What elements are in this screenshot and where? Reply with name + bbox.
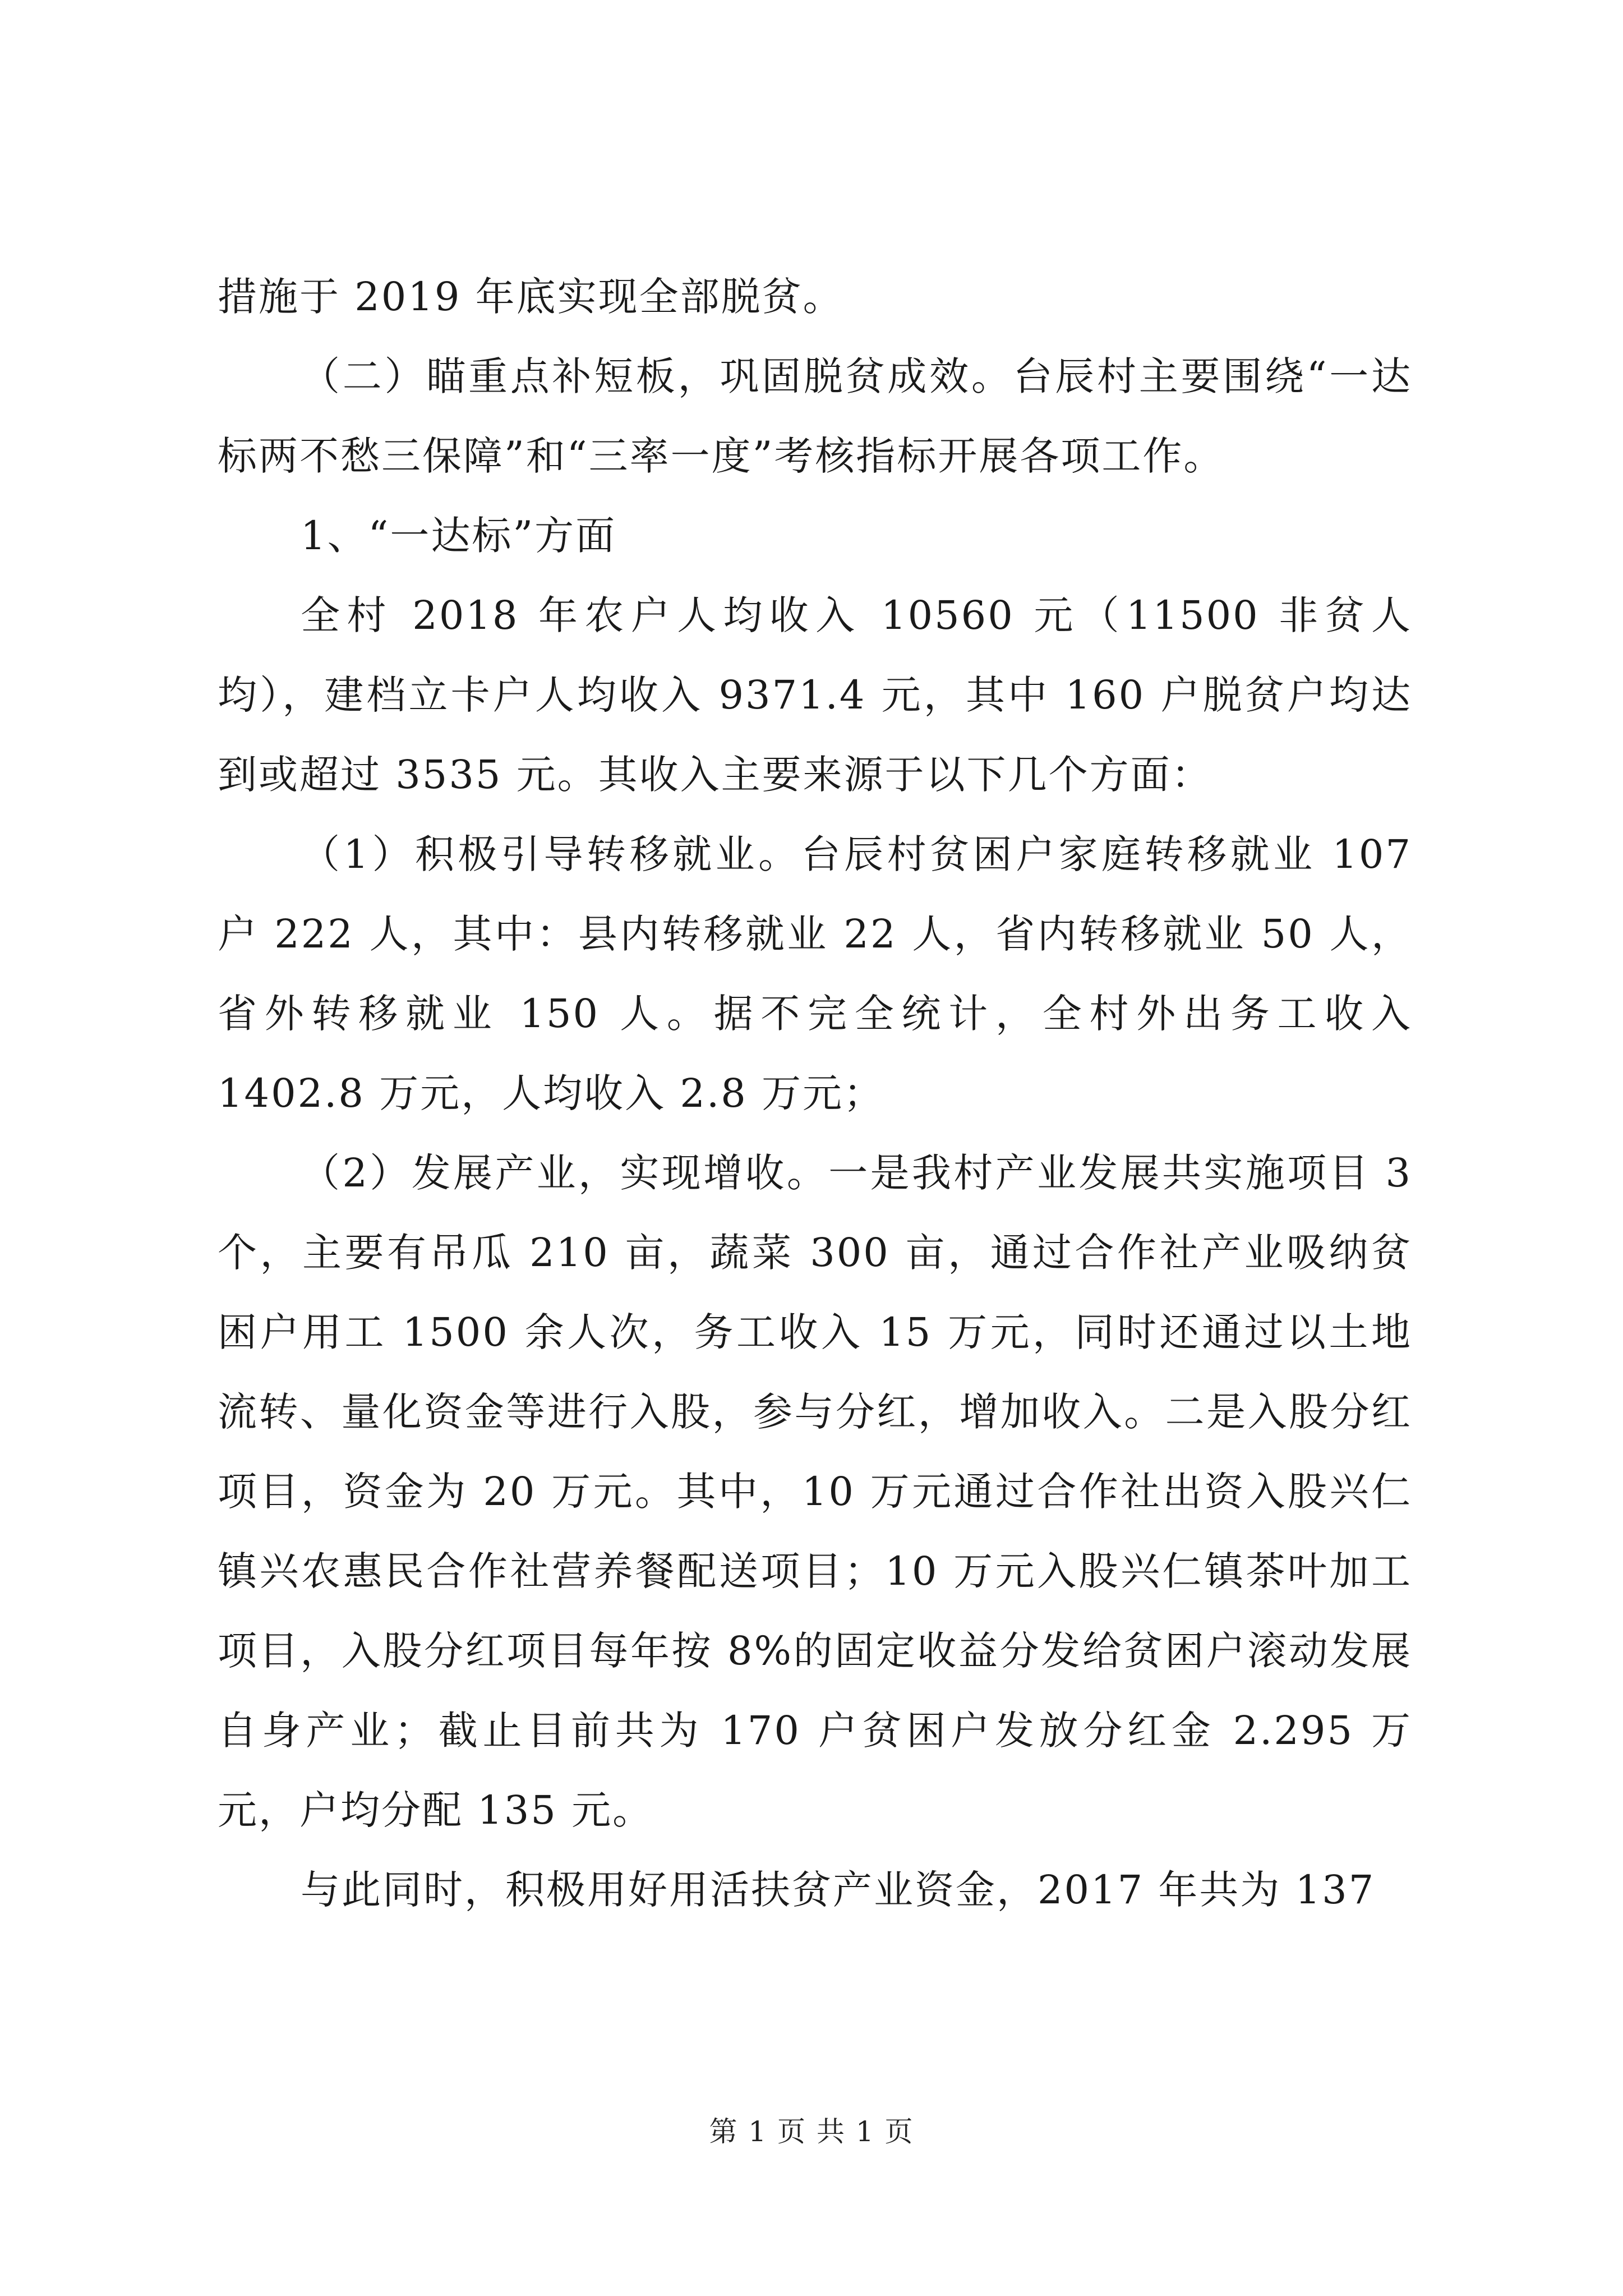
paragraph-4: 全村 2018 年农户人均收入 10560 元（11500 非贫人均），建档立卡户人均收入 9371.4 元，其中 160 户脱贫户均达到或超过 3535 元。其收入主要来源于以下几个方面： [218, 592, 1412, 798]
paragraph-7: 与此同时，积极用好用活扶贫产业资金，2017 年共为 137 [301, 1867, 1376, 1913]
paragraph-1: 措施于 2019 年底实现全部脱贫。 [218, 274, 844, 320]
paragraph-5: （1）积极引导转移就业。台辰村贫困户家庭转移就业 107 户 222 人，其中：县内转移就业 22 人，省内转移就业 50 人，省外转移就业 150 人。据不完全统计，全村外出务工收入 1402.8 万元，人均收入 2.8 万元； [218, 831, 1412, 1116]
paragraph-3-heading: 1、“一达标”方面 [301, 513, 617, 559]
page-footer: 第 1 页 共 1 页 [709, 2115, 914, 2148]
paragraph-2: （二）瞄重点补短板，巩固脱贫成效。台辰村主要围绕“一达标两不愁三保障”和“三率一度”考核指标开展各项工作。 [218, 353, 1412, 479]
paragraph-6: （2）发展产业，实现增收。一是我村产业发展共实施项目 3 个，主要有吊瓜 210 亩，蔬菜 300 亩，通过合作社产业吸纳贫困户用工 1500 余人次，务工收入 15 万元，同时还通过以土地流转、量化资金等进行入股，参与分红，增加收入。二是入股分红项目，资金为 20 万元。其中，10 万元通过合作社出资入股兴仁镇兴农惠民合作社营养餐配送项目；10 万元入股兴仁镇茶叶加工项目，入股分红项目每年按 8%的固定收益分发给贫困户滚动发展自身产业；截止目前共为 170 户贫困户发放分红金 2.295 万元，户均分配 135 元。 [218, 1150, 1412, 1833]
document-body [218, 257, 1412, 1930]
